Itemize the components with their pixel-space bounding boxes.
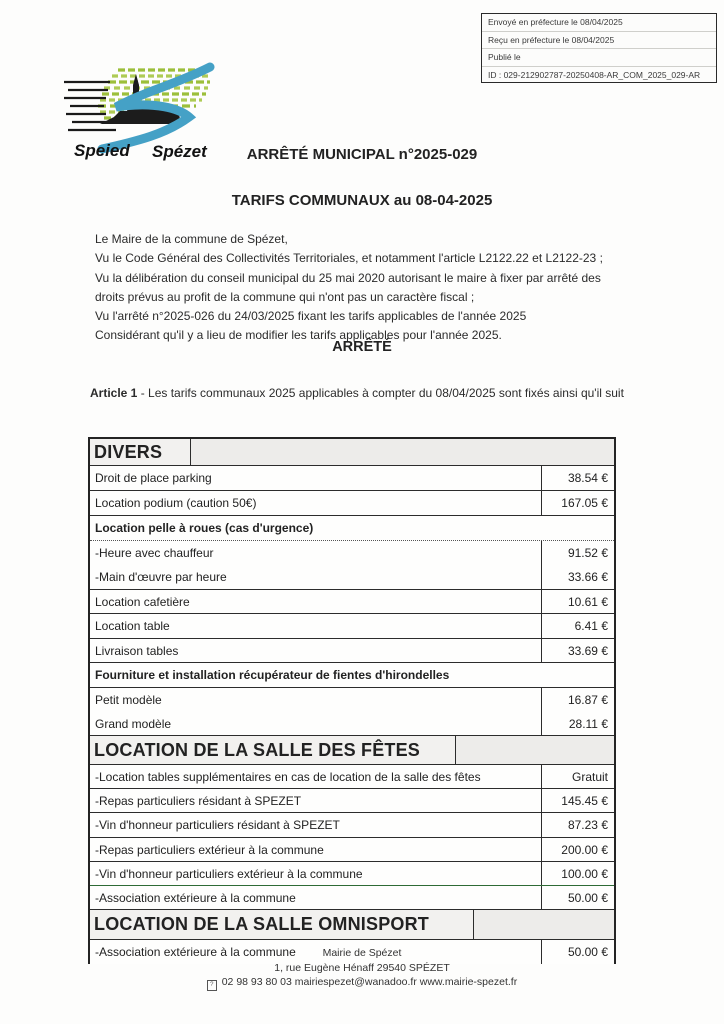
table-row xyxy=(90,639,614,663)
row-price: 28.11 € xyxy=(541,712,614,735)
section-title: LOCATION DE LA SALLE DES FÊTES xyxy=(90,736,456,764)
row-price: 6.41 € xyxy=(541,614,614,638)
row-label: -Repas particuliers résidant à SPEZET xyxy=(95,793,302,808)
row-price: 33.69 € xyxy=(541,639,614,662)
preamble xyxy=(95,230,603,346)
section-row-salle-omnisport xyxy=(90,910,614,940)
subsection-row-pelle xyxy=(90,516,614,541)
doc-title: ARRÊTÉ MUNICIPAL n°2025-029 xyxy=(246,146,478,163)
row-price: 167.05 € xyxy=(541,491,614,515)
row-label: -Vin d'honneur particuliers extérieur à la commune xyxy=(95,866,363,881)
row-price: 91.52 € xyxy=(541,541,614,565)
row-label: -Heure avec chauffeur xyxy=(95,546,214,560)
footer-address: 1, rue Eugène Hénaff 29540 SPÉZET xyxy=(274,961,450,974)
row-label: Location table xyxy=(95,619,170,633)
row-price: 38.54 € xyxy=(541,466,614,490)
row-label: -Location tables supplémentaires en cas de location de la salle des fêtes xyxy=(95,769,481,784)
doc-subtitle: TARIFS COMMUNAUX au 08-04-2025 xyxy=(231,192,493,209)
row-label: -Main d'œuvre par heure xyxy=(95,570,227,584)
row-label: -Vin d'honneur particuliers résidant à SPEZET xyxy=(95,818,340,832)
table-row xyxy=(90,765,614,789)
subsection-row-hirondelles xyxy=(90,663,614,688)
section-title: LOCATION DE LA SALLE OMNISPORT xyxy=(90,910,474,939)
row-price: 200.00 € xyxy=(541,838,614,861)
subsection-title: Fourniture et installation récupérateur de fientes d'hirondelles xyxy=(95,668,450,682)
stamp-line-published: Publié le xyxy=(482,49,716,67)
row-label: -Repas particuliers extérieur à la commune xyxy=(95,842,324,857)
tariff-table xyxy=(88,437,616,964)
preamble-line: Vu la délibération du conseil municipal du 25 mai 2020 autorisant le maire à fixer par arrêté des xyxy=(95,270,601,285)
table-row xyxy=(90,688,614,712)
section-row-divers xyxy=(90,439,614,466)
table-row xyxy=(90,491,614,516)
row-price: 10.61 € xyxy=(541,590,614,613)
table-row xyxy=(90,565,614,590)
row-label: Location podium (caution 50€) xyxy=(95,496,257,510)
row-label: Livraison tables xyxy=(95,643,179,658)
phone-glyph-icon: ? xyxy=(207,980,217,991)
footer-mairie: Mairie de Spézet xyxy=(322,947,402,959)
row-price: 87.23 € xyxy=(541,813,614,837)
table-row xyxy=(90,590,614,614)
row-price: 33.66 € xyxy=(541,565,614,589)
stamp-line-received: Reçu en préfecture le 08/04/2025 xyxy=(482,32,716,50)
row-label: Grand modèle xyxy=(95,716,172,731)
preamble-line: Vu l'arrêté n°2025-026 du 24/03/2025 fixant les tarifs applicables de l'année 2025 xyxy=(95,309,527,324)
logo-text-right: Spézet xyxy=(152,142,207,161)
preamble-line: droits prévus au profit de la commune qui n'ont pas un caractère fiscal ; xyxy=(95,289,475,304)
row-label: Petit modèle xyxy=(95,693,162,707)
preamble-line: Considérant qu'il y a lieu de modifier les tarifs applicables pour l'année 2025. xyxy=(95,328,502,343)
stamp-line-sent: Envoyé en préfecture le 08/04/2025 xyxy=(482,14,716,32)
article-1-text: - Les tarifs communaux 2025 applicables à compter du 08/04/2025 sont fixés ainsi qu'il suit xyxy=(137,386,624,400)
stamp-line-id: ID : 029-212902787-20250408-AR_COM_2025_029-AR xyxy=(488,69,701,80)
row-price: 16.87 € xyxy=(541,688,614,712)
arrete-heading: ARRÊTÉ xyxy=(332,339,392,355)
table-row xyxy=(90,614,614,639)
preamble-line: Vu le Code Général des Collectivités Territoriales, et notamment l'article L2122.22 et L2122-23 ; xyxy=(95,251,603,266)
row-price: 100.00 € xyxy=(541,862,614,885)
blue-swoosh xyxy=(102,67,210,149)
subsection-title: Location pelle à roues (cas d'urgence) xyxy=(95,521,314,535)
row-label: Location cafetière xyxy=(95,594,190,609)
table-row xyxy=(90,886,614,910)
article-1-line xyxy=(90,386,624,400)
table-row xyxy=(90,862,614,886)
row-label: Droit de place parking xyxy=(95,471,212,485)
row-price: 145.45 € xyxy=(541,789,614,812)
row-price: Gratuit xyxy=(541,765,614,788)
row-label: -Association extérieure à la commune xyxy=(95,945,296,959)
table-row xyxy=(90,813,614,838)
footer-contact-line xyxy=(0,975,724,991)
page-footer xyxy=(0,946,724,991)
table-row xyxy=(90,712,614,736)
section-row-salle-des-fetes xyxy=(90,736,614,765)
table-row xyxy=(90,789,614,813)
logo-text-left: Speied xyxy=(74,141,130,160)
table-row xyxy=(90,466,614,491)
prefecture-stamp xyxy=(481,13,717,83)
footer-contact: 02 98 93 80 03 mairiespezet@wanadoo.fr www.mairie-spezet.fr xyxy=(221,976,518,988)
table-row xyxy=(90,541,614,565)
preamble-line: Le Maire de la commune de Spézet, xyxy=(95,232,288,246)
article-1-label: Article 1 xyxy=(90,386,138,400)
row-price: 50.00 € xyxy=(541,940,614,964)
row-price: 50.00 € xyxy=(541,886,614,909)
row-label: -Association extérieure à la commune xyxy=(95,890,296,905)
section-title: DIVERS xyxy=(90,439,191,465)
table-row xyxy=(90,838,614,862)
